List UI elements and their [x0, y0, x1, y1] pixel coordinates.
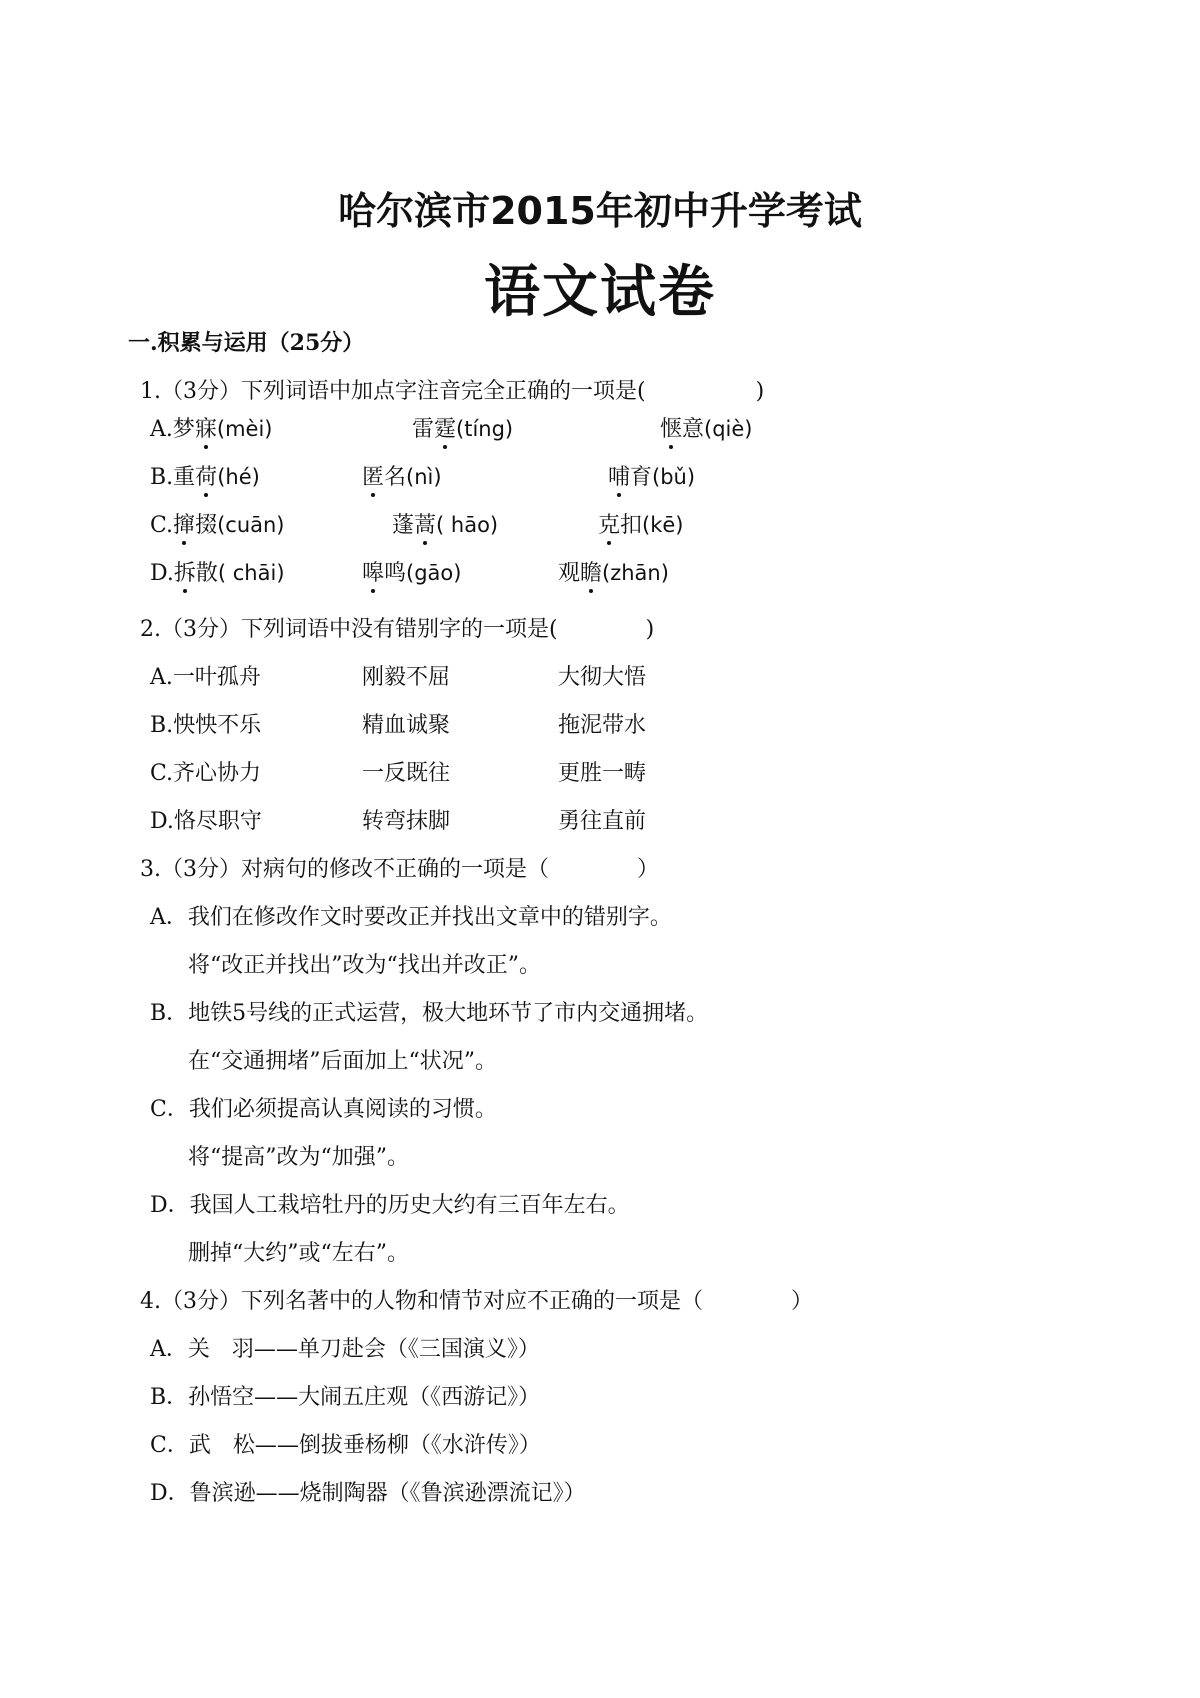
q2-option-d-word: 转弯抹脚 — [362, 809, 451, 834]
q3-option-a-fix: 将“改正并找出”改为“找出并改正”。 — [188, 953, 541, 978]
section-heading: 一.积累与运用（25分） — [128, 330, 365, 356]
q1-option-d-item: 嗥鸣(gāo) — [362, 556, 461, 587]
q3-option-d: D．我国人工栽培牡丹的历史大约有三百年左右。 — [150, 1193, 630, 1218]
q3-option-d-fix: 删掉“大约”或“左右”。 — [188, 1241, 409, 1266]
q1-option-a-item: 雷霆(tíng) — [412, 412, 513, 443]
q1-option-b-item: B.重荷(hé) — [150, 460, 260, 491]
q1-option-c-item: 蓬蒿( hāo) — [392, 508, 498, 539]
q1-option-d-item: 观瞻(zhān) — [558, 556, 669, 587]
q3-option-a: A．我们在修改作文时要改正并找出文章中的错别字。 — [150, 905, 672, 930]
q1-option-a-item: 惬意(qiè) — [660, 412, 753, 443]
q4-option-d: D．鲁滨逊——烧制陶器（《鲁滨逊漂流记》） — [150, 1481, 586, 1506]
q2-option-b-word: 精血诚聚 — [362, 713, 451, 738]
q3-option-c: C．我们必须提高认真阅读的习惯。 — [150, 1097, 497, 1122]
exam-title: 哈尔滨市2015年初中升学考试 — [338, 189, 862, 233]
q1-option-b-item: 哺育(bǔ) — [608, 460, 695, 491]
q2-option-c-word: 更胜一畴 — [558, 761, 647, 786]
q3-option-b-fix: 在“交通拥堵”后面加上“状况”。 — [188, 1049, 497, 1074]
q4-option-a: A．关 羽——单刀赴会（《三国演义》） — [150, 1337, 540, 1362]
q1-option-c-item: C.撺掇(cuān) — [150, 508, 285, 539]
q1-option-c-item: 克扣(kē) — [598, 508, 684, 539]
q2-option-d-word: D.恪尽职守 — [150, 809, 262, 834]
q2-option-b-word: B.怏怏不乐 — [150, 713, 262, 738]
q4-option-c: C．武 松——倒拔垂杨柳（《水浒传》） — [150, 1433, 541, 1458]
q2-option-c-word: 一反既往 — [362, 761, 451, 786]
q1-option-d-item: D.拆散( chāi) — [150, 556, 285, 587]
q4-option-b: B．孙悟空——大闹五庄观（《西游记》） — [150, 1385, 541, 1410]
q2-option-d-word: 勇往直前 — [558, 809, 647, 834]
q2-option-a-word: A.一叶孤舟 — [150, 665, 261, 690]
question-1-stem: 1.（3分）下列词语中加点字注音完全正确的一项是( ) — [140, 379, 765, 404]
q2-option-c-word: C.齐心协力 — [150, 761, 262, 786]
q1-option-b-item: 匿名(nì) — [362, 460, 442, 491]
q1-option-a-item: A.梦寐(mèi) — [150, 412, 273, 443]
exam-subtitle: 语文试卷 — [484, 260, 716, 325]
q2-option-b-word: 拖泥带水 — [558, 713, 647, 738]
q3-option-c-fix: 将“提高”改为“加强”。 — [188, 1145, 409, 1170]
q2-option-a-word: 刚毅不屈 — [362, 665, 451, 690]
q2-option-a-word: 大彻大悟 — [558, 665, 647, 690]
question-4-stem: 4.（3分）下列名著中的人物和情节对应不正确的一项是（ ） — [140, 1289, 813, 1314]
question-3-stem: 3.（3分）对病句的修改不正确的一项是（ ） — [140, 857, 659, 882]
q3-option-b: B．地铁5号线的正式运营，极大地环节了市内交通拥堵。 — [150, 1001, 709, 1026]
question-2-stem: 2.（3分）下列词语中没有错别字的一项是( ) — [140, 617, 655, 642]
